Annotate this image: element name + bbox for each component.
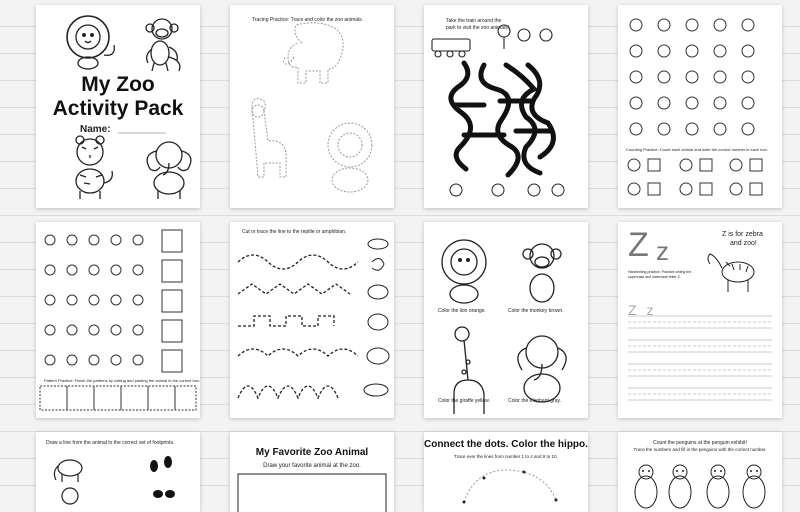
worksheet-tracing [230,5,394,208]
maze-instruction-line1: Take the train around the [446,18,502,24]
coloring-artwork [424,222,588,418]
letter-z-lower: z [656,236,669,266]
cut-lines-instruction: Cut or trace the line to the reptile or amphibian. [242,229,347,235]
penguins-subtitle: Trace the numbers and fill in the penguins with the correct number. [633,447,767,452]
worksheet-cut-lines [230,222,394,418]
cover-title-line1: My Zoo [81,73,155,96]
worksheet-counting [618,5,782,208]
letter-z-heading-line2: and zoo! [730,240,757,247]
favorite-title: My Favorite Zoo Animal [255,447,369,458]
worksheet-footprints [36,432,200,512]
cover-title-line2: Activity Pack [52,97,184,120]
footprints-instruction: Draw a line from the animal to the correct set of footprints. [46,440,175,446]
maze-artwork [424,5,588,208]
tracing-instruction: Tracing Practice: Trace and color the zoo animals. [252,17,363,23]
counting-instruction: Counting Practice: Count each animal and write the correct number in each box. [626,147,768,152]
cut-lines-artwork [230,222,394,418]
letter-z-instruction-line2: uppercase and lowercase letter Z. [628,275,681,279]
letter-z-instruction-line1: Handwriting practice: Practice writing the [628,270,692,274]
caption-giraffe: Color the giraffe yellow. [438,398,490,404]
connect-dots-subtitle: Trace over the lines from number 1 to 4 and 9 to 10. [454,454,558,459]
caption-monkey: Color the monkey brown. [508,308,564,314]
letter-z-artwork [618,222,782,418]
letter-z-upper: Z [628,226,649,264]
penguins-artwork [618,432,782,512]
caption-lion: Color the lion orange. [438,308,486,314]
tracing-artwork [230,5,394,208]
footprints-artwork [36,432,200,512]
penguins-title: Count the penguins at the penguin exhibit! [653,440,747,446]
worksheet-favorite-animal [230,432,394,512]
name-label: Name: [80,124,111,135]
patterns-artwork [36,222,200,418]
maze-instruction-line2: park to visit the zoo animals! [446,25,510,31]
worksheet-connect-dots [424,432,588,512]
worksheet-cover [36,5,200,208]
worksheet-letter-z [618,222,782,418]
worksheet-maze [424,5,588,208]
patterns-instruction: Pattern Practice: Finish the patterns by cutting and pasting the animal in the correct box. [44,378,200,383]
favorite-subtitle: Draw your favorite animal at the zoo. [263,463,361,469]
letter-z-trace-sample: Z z [628,302,657,318]
worksheet-penguins [618,432,782,512]
counting-artwork [618,5,782,208]
worksheet-coloring [424,222,588,418]
connect-dots-title: Connect the dots. Color the hippo. [424,439,588,450]
caption-elephant: Color the elephant gray. [508,398,561,404]
favorite-drawing-box [230,432,394,512]
letter-z-heading-line1: Z is for zebra [722,231,763,238]
worksheet-patterns [36,222,200,418]
connect-dots-artwork [424,432,588,512]
